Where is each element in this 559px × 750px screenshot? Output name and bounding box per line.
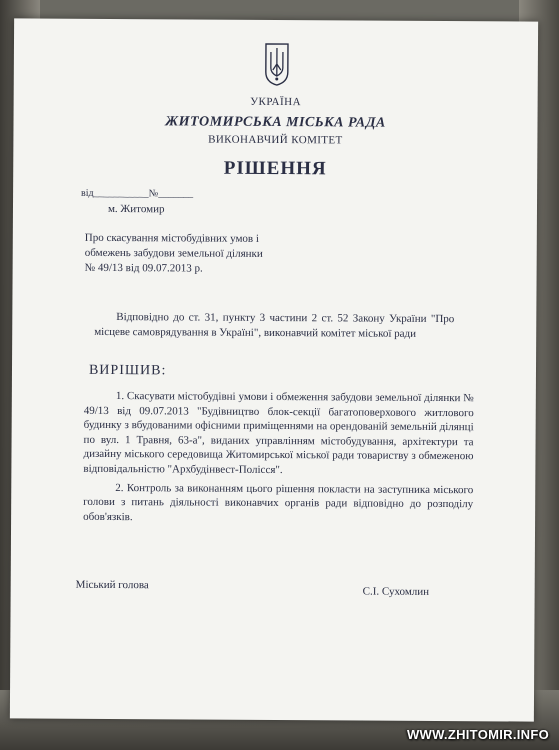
council-title: ЖИТОМИРСЬКА МІСЬКА РАДА (165, 114, 386, 131)
preamble-paragraph: Відповідно до ст. 31, пункту 3 частини 2 ст. 52 Закону України "Про місцеве самоврядування в Україні", виконавчий комітет міської ради (94, 311, 455, 340)
subject-line: обмежень забудови земельної ділянки (84, 246, 263, 260)
resolved-heading: ВИРІШИВ: (88, 362, 167, 379)
document-sheet (10, 18, 538, 721)
site-watermark: WWW.ZHITOMIR.INFO (406, 727, 549, 742)
subject-block (85, 231, 335, 278)
signatory-name: С.І. Сухомлин (362, 585, 430, 598)
resolution-item-1: 1. Скасувати містобудівні умови і обмеження забудови земельної ділянки № 49/13 від 09.07.2013 "Будівництво блок-секції багатоповерхового житлового будинку з вбудованими офісними приміщеннями на орендованій земельній ділянці по вул. 1 Травня, 63-а", виданих управлінням містобудування, архітектури та дизайну міського середовища Житомирської міської ради товариству з обмеженою відповідальністю "Архбудінвест-Полісся". (83, 390, 474, 477)
date-number-line: від___________№_______ (81, 187, 194, 200)
document-type-title: РІШЕННЯ (223, 157, 327, 180)
resolution-items (83, 389, 474, 531)
subject-line: № 49/13 від 09.07.2013 р. (84, 261, 203, 275)
subject-line: Про скасування містобудівних умов і (84, 231, 259, 245)
place-of-issue: м. Житомир (107, 202, 165, 216)
signatory-title: Міський голова (75, 578, 149, 592)
country-header: УКРАЇНА (250, 95, 302, 109)
resolution-item-2: 2. Контроль за виконанням цього рішення покласти на заступника міського голови з питань діяльності виконавчих органів ради відповідно до розподілу обов'язків. (83, 481, 474, 523)
trident-coat-of-arms-icon (264, 42, 290, 86)
committee-title: ВИКОНАВЧИЙ КОМІТЕТ (208, 133, 343, 147)
